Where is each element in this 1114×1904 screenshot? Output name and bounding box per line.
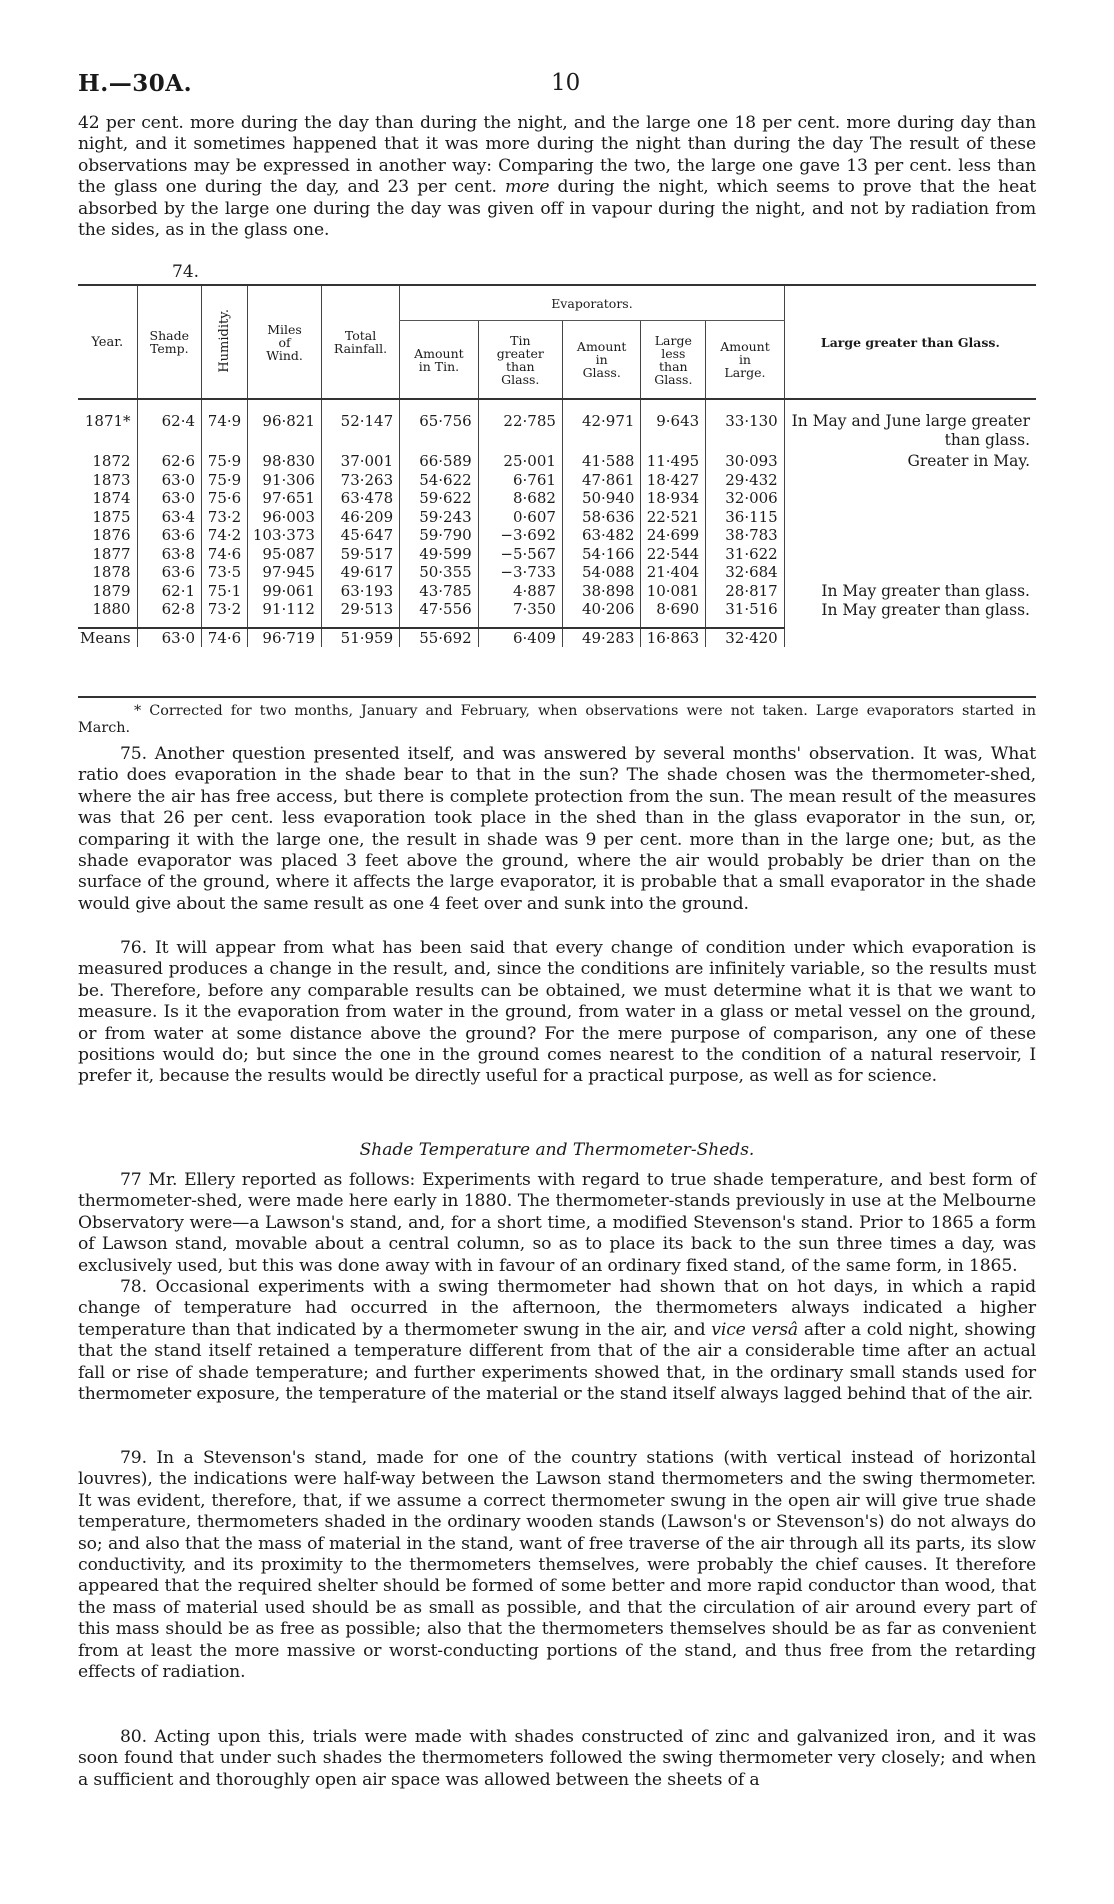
cell-shade-temp: 63·0 [137,628,201,648]
cell-humidity: 74·2 [202,526,248,545]
header-tin-gt-glass: Tin greater than Glass. [478,321,562,399]
cell-year: 1876 [92,526,131,544]
cell-humidity: 73·5 [202,563,248,582]
cell-rainfall: 45·647 [321,526,399,545]
cell-wind: 95·087 [248,545,322,564]
cell-amount-glass: 49·283 [562,628,641,648]
cell-tin-gt-glass: 0·607 [478,508,562,527]
cell-rainfall: 73·263 [321,471,399,490]
cell-rainfall: 51·959 [321,628,399,648]
cell-shade-temp: 63·0 [137,471,201,490]
table-row [78,545,1036,564]
cell-rainfall: 49·617 [321,563,399,582]
table-footnote [78,703,1036,737]
cell-amount-large: 30·093 [706,452,785,471]
cell-wind: 96·821 [248,399,322,452]
cell-year: 1875 [92,507,131,526]
cell-rainfall: 46·209 [321,508,399,527]
cell-amount-glass: 42·971 [562,399,641,452]
cell-shade-temp: 62·6 [137,452,201,471]
cell-wind: 91·306 [248,471,322,490]
cell-amount-tin: 50·355 [400,563,479,582]
cell-wind: 98·830 [248,452,322,471]
cell-shade-temp: 63·8 [137,545,201,564]
cell-year: 1879 [92,581,131,600]
note-text-cont: than glass. [944,430,1030,449]
cell-humidity: 74·6 [202,545,248,564]
header-amount-tin: Amount in Tin. [400,321,479,399]
p78-text-2: after a cold night, showing that the stand itself retained a temperature different from that of the air a considerable time after an actual fall or rise of shade temperature; and further experiments showed that, in the ordinary small stands used for thermometer exposure, the temperature of the material or the stand itself always lagged behind that of the air. [78,1319,1036,1405]
cell-amount-glass: 41·588 [562,452,641,471]
cell-amount-tin: 59·243 [400,508,479,527]
cell-amount-glass: 58·636 [562,508,641,527]
cell-large-lt-glass: 22·521 [641,508,706,527]
paragraph-75: 75. Another question presented itself, and was answered by several months' observation. It was, What ratio does evaporation in the shade bear to that in the sun? The shade chosen was the thermometer-shed, where the air has free access, but there is complete protection from the sun. The mean result of the measures was that 26 per cent. less evaporation took place in the shed than in the glass evaporator in the sun, or, comparing it with the large one, the result in shade was 9 per cent. more than in the large one; but, as the shade evaporator was placed 3 feet above the ground, where the air would probably be drier than on the surface of the ground, where it affects the large evaporator, it is probable that a small evaporator in the shade would give about the same result as one 4 feet over and sunk into the ground. [78,744,1036,914]
cell-amount-glass: 40·206 [562,600,641,628]
table-row [78,508,1036,527]
cell-rainfall: 59·517 [321,545,399,564]
table-row [78,452,1036,471]
cell-amount-large: 31·622 [706,545,785,564]
cell-wind: 103·373 [248,526,322,545]
cell-amount-glass: 54·088 [562,563,641,582]
cell-rainfall: 63·478 [321,489,399,508]
cell-amount-glass: 50·940 [562,489,641,508]
cell-humidity: 75·9 [202,471,248,490]
cell-large-lt-glass: 18·934 [641,489,706,508]
p78-emphasis: vice versâ [711,1319,798,1340]
cell-year: 1874 [92,489,131,507]
evaporation-table [78,284,1036,647]
cell-tin-gt-glass: −3·692 [478,526,562,545]
cell-year: 1877 [92,544,131,563]
cell-note [784,489,1036,508]
cell-rainfall: 63·193 [321,582,399,601]
cell-amount-tin: 54·622 [400,471,479,490]
paragraph-80: 80. Acting upon this, trials were made with shades constructed of zinc and galvanized iron, and it was soon found that under such shades the thermometers followed the swing thermometer very closely; and when a sufficient and thoroughly open air space was allowed between the sheets of a [78,1727,1036,1790]
cell-amount-large: 31·516 [706,600,785,628]
cell-note [784,526,1036,545]
cell-rainfall: 29·513 [321,600,399,628]
cell-large-lt-glass: 21·404 [641,563,706,582]
intro-text-2: during the night, which seems to prove that the heat absorbed by the large one during the day was given off in vapour during the night, and not by radiation from the sides, as in the glass one. [78,177,1036,241]
cell-amount-tin: 59·790 [400,526,479,545]
cell-tin-gt-glass: 6·761 [478,471,562,490]
cell-shade-temp: 63·4 [137,508,201,527]
cell-year: 1873 [92,470,131,489]
cell-shade-temp: 62·1 [137,582,201,601]
cell-year: 1880 [92,600,131,618]
header-rainfall: Total Rainfall. [321,285,399,399]
cell-wind: 96·719 [248,628,322,648]
humidity-label: Humidity. [217,309,233,373]
p78-text-1: 78. Occasional experiments with a swing thermometer had shown that on hot days, in which a rapid change of temperature had occurred in the afternoon, the thermometers always indicated a higher temperature than that indicated by a thermometer swung in the air, and [78,1277,1036,1340]
section-subheading: Shade Temperature and Thermometer-Sheds. [359,1140,755,1160]
cell-shade-temp: 63·6 [137,563,201,582]
cell-year: 1871* [84,412,131,430]
cell-large-lt-glass: 18·427 [641,471,706,490]
footnote-text: * Corrected for two months, January and February, when observations were not taken. Large evaporators started in March. [78,703,1036,736]
table-row [78,600,1036,628]
cell-amount-tin: 49·599 [400,545,479,564]
cell-shade-temp: 62·8 [137,600,201,628]
cell-amount-tin: 65·756 [400,399,479,452]
cell-large-lt-glass: 10·081 [641,582,706,601]
cell-amount-tin: 66·589 [400,452,479,471]
cell-tin-gt-glass: −5·567 [478,545,562,564]
cell-amount-tin: 55·692 [400,628,479,648]
cell-year: Means [78,628,137,648]
cell-amount-large: 32·684 [706,563,785,582]
cell-shade-temp: 62·4 [137,399,201,452]
cell-note [784,508,1036,527]
cell-amount-large: 38·783 [706,526,785,545]
cell-wind: 91·112 [248,600,322,628]
cell-humidity: 75·6 [202,489,248,508]
cell-year: 1878 [92,563,131,581]
paragraph-76: 76. It will appear from what has been said that every change of condition under which evaporation is measured produces a change in the result, and, since the conditions are infinitely variable, so the results must be. Therefore, before any comparable results can be obtained, we must determine what it is that we want to measure. Is it the evaporation from water in the ground, from water in a glass or metal vessel on the ground, or from water at some distance above the ground? For the mere purpose of comparison, any one of these positions would do; but since the one in the ground comes nearest to the condition of a natural reservoir, I prefer it, because the results would be directly useful for a practical purpose, as well as for science. [78,938,1036,1087]
header-year: Year. [78,285,137,399]
cell-tin-gt-glass: 25·001 [478,452,562,471]
cell-tin-gt-glass: 6·409 [478,628,562,648]
cell-humidity: 73·2 [202,508,248,527]
cell-rainfall: 37·001 [321,452,399,471]
cell-amount-glass: 63·482 [562,526,641,545]
cell-amount-glass: 38·898 [562,582,641,601]
cell-amount-large: 33·130 [706,399,785,452]
paragraph-78 [78,1277,1036,1405]
header-wind: Miles of Wind. [248,285,322,399]
cell-note [784,399,1036,452]
cell-amount-tin: 43·785 [400,582,479,601]
cell-tin-gt-glass: 8·682 [478,489,562,508]
table-row [78,526,1036,545]
cell-large-lt-glass: 8·690 [641,600,706,628]
cell-large-lt-glass: 16·863 [641,628,706,648]
cell-note [784,545,1036,564]
cell-amount-tin: 59·622 [400,489,479,508]
cell-humidity: 73·2 [202,600,248,628]
document-code: H.—30A. [78,70,193,97]
cell-tin-gt-glass: 7·350 [478,600,562,628]
header-large-lt-glass: Large less than Glass. [641,321,706,399]
header-humidity [202,285,248,399]
header-shade-temp: Shade Temp. [137,285,201,399]
intro-text-1: 42 per cent. more during the day than during the night, and the large one 18 per cent. more during day than night, and it sometimes happened that it was more during the night than during the day The result of these observations may be expressed in another way: Comparing the two, the large one gave 13 per cent. less than the glass one during the day, and 23 per cent. [78,113,1036,198]
header-amount-glass: Amount in Glass. [562,321,641,399]
cell-note: In May greater than glass. [784,600,1036,628]
cell-note [784,563,1036,582]
cell-note: Greater in May. [784,452,1036,471]
table-row [78,471,1036,490]
cell-year: 1872 [92,452,131,470]
cell-tin-gt-glass: 22·785 [478,399,562,452]
cell-amount-large: 29·432 [706,471,785,490]
cell-wind: 96·003 [248,508,322,527]
cell-note: In May greater than glass. [784,582,1036,601]
note-text: In May and June large greater [791,412,1030,430]
cell-large-lt-glass: 9·643 [641,399,706,452]
cell-tin-gt-glass: 4·887 [478,582,562,601]
header-large-gt-glass: Large greater than Glass. [784,285,1036,399]
cell-humidity: 75·1 [202,582,248,601]
cell-large-lt-glass: 24·699 [641,526,706,545]
cell-wind: 97·651 [248,489,322,508]
cell-humidity: 75·9 [202,452,248,471]
header-amount-large: Amount in Large. [706,321,785,399]
cell-amount-large: 32·420 [706,628,785,648]
table-row [78,563,1036,582]
table-row-means [78,628,1036,648]
running-header [78,70,1036,100]
cell-amount-tin: 47·556 [400,600,479,628]
paragraph-77: 77 Mr. Ellery reported as follows: Experiments with regard to true shade temperature, and best form of thermometer-shed, were made here early in 1880. The thermometer-stands previously in use at the Melbourne Observatory were—a Lawson's stand, and, for a short time, a modified Stevenson's stand. Prior to 1865 a form of Lawson stand, movable about a central column, so as to place its back to the sun three times a day, was exclusively used, but this was done away with in favour of an ordinary fixed stand, of the same form, in 1865. [78,1170,1036,1276]
section-number-74: 74. [172,262,200,282]
table-bottom-rule [78,696,1036,698]
cell-note [784,628,1036,648]
cell-note [784,471,1036,490]
cell-shade-temp: 63·6 [137,526,201,545]
cell-amount-large: 36·115 [706,508,785,527]
page-number: 10 [551,70,581,96]
cell-humidity: 74·9 [202,399,248,452]
header-evaporators: Evaporators. [400,285,785,321]
cell-amount-large: 32·006 [706,489,785,508]
cell-amount-large: 28·817 [706,582,785,601]
cell-shade-temp: 63·0 [137,489,201,508]
table-row [78,582,1036,601]
cell-large-lt-glass: 11·495 [641,452,706,471]
cell-tin-gt-glass: −3·733 [478,563,562,582]
cell-amount-glass: 47·861 [562,471,641,490]
cell-rainfall: 52·147 [321,399,399,452]
paragraph-79: 79. In a Stevenson's stand, made for one of the country stations (with vertical instead of horizontal louvres), the indications were half-way between the Lawson stand thermometers and the swing thermometer. It was evident, therefore, that, if we assume a correct thermometer swung in the open air will give true shade temperature, thermometers shaded in the ordinary wooden stands (Lawson's or Stevenson's) do not always do so; and also that the mass of material in the stand, want of free traverse of the air through all its parts, its slow conductivity, and its proximity to the thermometers themselves, were probably the chief causes. It therefore appeared that the required shelter should be formed of some better and more rapid conductor than wood, that the mass of material used should be as small as possible, and that the circulation of air around every part of this mass should be as free as possible; also that the thermometers themselves should be as far as convenient from at least the more massive or worst-conducting portions of the stand, and thus free from the retarding effects of radiation. [78,1448,1036,1683]
intro-paragraph [78,113,1036,241]
intro-emphasis: more [504,177,550,198]
cell-humidity: 74·6 [202,628,248,648]
table-row [78,489,1036,508]
cell-wind: 99·061 [248,582,322,601]
table-row [78,399,1036,452]
cell-wind: 97·945 [248,563,322,582]
cell-amount-glass: 54·166 [562,545,641,564]
cell-large-lt-glass: 22·544 [641,545,706,564]
